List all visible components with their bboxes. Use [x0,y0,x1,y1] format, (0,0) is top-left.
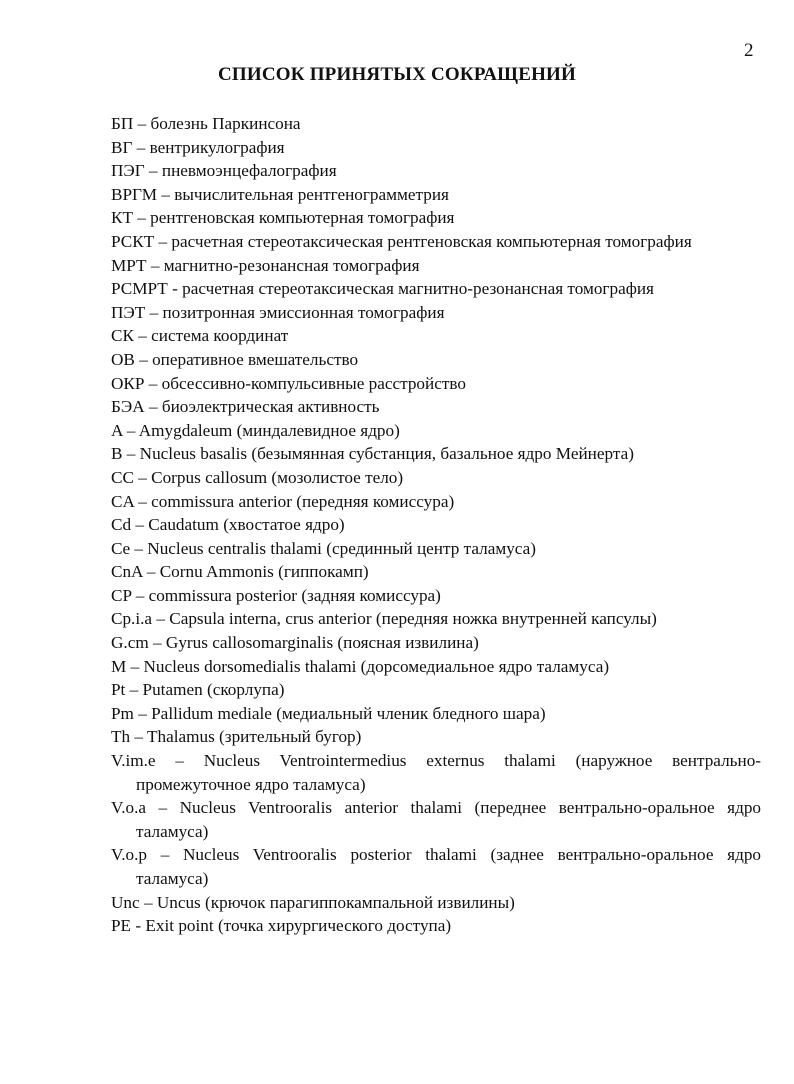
abbreviation-definition: Amygdaleum (миндалевидное ядро) [138,420,400,440]
abbreviation-separator: – [146,255,164,275]
abbreviation-separator: – [125,680,143,700]
abbreviation-definition: оперативное вмешательство [152,349,359,369]
abbreviation-entry [111,136,761,160]
abbreviation-separator: – [133,491,152,511]
abbreviation-entry [111,277,761,301]
page-title: СПИСОК ПРИНЯТЫХ СОКРАЩЕНИЙ [217,64,577,85]
abbreviation-term: РСМРТ [111,279,168,299]
abbreviation-separator: – [132,208,151,228]
abbreviation-entry [111,254,761,278]
abbreviation-definition: магнитно-резонансная томография [163,255,420,275]
abbreviation-definition: Nucleus Ventrointermedius externus thalami (наружное вентрально-промежуточное ядро таламуса) [136,751,762,794]
abbreviation-term: СК [111,326,134,346]
abbreviation-list [111,112,761,938]
abbreviation-separator: – [134,349,153,369]
abbreviation-separator: – [133,467,152,487]
abbreviation-entry [111,419,761,443]
abbreviation-separator: – [133,114,151,133]
page-number: 2 [744,40,754,61]
abbreviation-term: Cp.i.a [111,609,153,629]
abbreviation-term: ПЭГ [111,161,145,181]
abbreviation-entry [111,324,761,348]
abbreviation-entry [111,843,761,890]
abbreviation-entry [111,796,761,843]
abbreviation-term: Th [111,727,131,747]
abbreviation-definition: Thalamus (зрительный бугор) [146,727,362,747]
abbreviation-term: CnA [111,562,143,582]
abbreviation-definition: вычислительная рентгенограмметрия [174,184,449,204]
abbreviation-entry [111,301,761,325]
abbreviation-entry [111,159,761,183]
abbreviation-term: Ce [111,538,131,558]
abbreviation-separator: – [130,538,148,558]
abbreviation-term: V.im.e [111,751,156,771]
abbreviation-entry [111,348,761,372]
abbreviation-term: Unc [111,892,140,912]
abbreviation-definition: система координат [151,326,289,346]
abbreviation-definition: commissura posterior (задняя комиссура) [148,585,441,605]
abbreviation-definition: Capsula interna, crus anterior (передняя ножка внутренней капсулы) [169,609,657,629]
abbreviation-term: Pt [111,680,126,700]
abbreviation-entry [111,702,761,726]
abbreviation-definition: Caudatum (хвостатое ядро) [148,515,345,535]
abbreviation-term: V.o.a [111,798,147,818]
abbreviation-entry [111,749,761,796]
abbreviation-term: ОВ [111,349,135,369]
abbreviation-definition: позитронная эмиссионная томография [162,302,445,322]
abbreviation-entry [111,513,761,537]
abbreviation-entry [111,607,761,631]
abbreviation-separator: – [144,161,162,181]
abbreviation-entry [111,490,761,514]
abbreviation-definition: обсессивно-компульсивные расстройство [161,373,466,393]
abbreviation-separator: – [146,845,184,865]
abbreviation-separator: – [148,633,166,653]
abbreviation-entry [111,678,761,702]
abbreviation-term: РСКТ [111,231,155,251]
abbreviation-entry [111,914,761,938]
abbreviation-term: БЭА [111,397,145,417]
abbreviation-entry [111,112,761,136]
abbreviation-separator: – [144,373,162,393]
abbreviation-term: G.cm [111,633,149,653]
abbreviation-definition: пневмоэнцефалография [161,161,337,181]
abbreviation-definition: Nucleus centralis thalami (срединный центр таламуса) [147,538,536,558]
abbreviation-entry [111,891,761,915]
abbreviation-definition: Nucleus dorsomedialis thalami (дорсомедиальное ядро таламуса) [143,656,610,676]
abbreviation-separator: – [131,515,149,535]
abbreviation-entry [111,206,761,230]
abbreviation-definition: commissura anterior (передняя комиссура) [151,491,455,511]
abbreviation-term: Cd [111,515,132,535]
abbreviation-entry [111,183,761,207]
abbreviation-entry [111,395,761,419]
abbreviation-definition: Exit point (точка хирургического доступа) [145,916,452,936]
abbreviation-term: ВГ [111,137,133,157]
abbreviation-separator: – [122,444,140,464]
abbreviation-separator: – [139,892,157,912]
abbreviation-entry [111,442,761,466]
abbreviation-term: CA [111,491,134,511]
abbreviation-term: ВРГМ [111,184,158,204]
abbreviation-term: PE [111,916,132,936]
abbreviation-entry [111,560,761,584]
abbreviation-separator: – [152,609,170,629]
abbreviation-separator: – [133,326,152,346]
abbreviation-term: Pm [111,703,134,723]
abbreviation-definition: вентрикулография [149,137,285,157]
abbreviation-definition: Putamen (скорлупа) [142,680,285,700]
abbreviation-separator: - [167,279,183,299]
abbreviation-definition: Nucleus Ventrooralis posterior thalami (заднее вентрально-оральное ядро таламуса) [136,845,762,888]
abbreviation-definition: Nucleus basalis (безымянная субстанция, базальное ядро Мейнерта) [139,444,634,464]
abbreviation-definition: расчетная стереотаксическая рентгеновская компьютерная томография [171,231,692,251]
abbreviation-separator: – [154,231,172,251]
abbreviation-term: B [111,444,123,464]
abbreviation-term: МРТ [111,255,147,275]
abbreviation-separator: – [126,656,144,676]
abbreviation-entry [111,631,761,655]
abbreviation-term: ПЭТ [111,302,146,322]
abbreviation-term: V.o.p [111,845,147,865]
abbreviation-definition: Cornu Ammonis (гиппокамп) [159,562,369,582]
abbreviation-separator: – [146,798,180,818]
abbreviation-definition: Nucleus Ventrooralis anterior thalami (переднее вентрально-оральное ядро таламуса) [136,798,762,841]
abbreviation-definition: рентгеновская компьютерная томография [150,208,455,228]
abbreviation-definition: Corpus callosum (мозолистое тело) [151,467,404,487]
abbreviation-entry [111,537,761,561]
abbreviation-term: БП [111,114,134,133]
abbreviation-definition: расчетная стереотаксическая магнитно-резонансная томография [182,279,654,299]
abbreviation-separator: - [131,916,146,936]
abbreviation-term: ОКР [111,373,145,393]
abbreviation-definition: Gyrus callosomarginalis (поясная извилина) [165,633,479,653]
abbreviation-separator: – [155,751,204,771]
abbreviation-definition: болезнь Паркинсона [150,114,301,133]
abbreviation-term: CP [111,585,132,605]
abbreviation-separator: – [130,727,147,747]
abbreviation-entry [111,584,761,608]
abbreviation-term: CC [111,467,134,487]
abbreviation-entry [111,230,761,254]
abbreviation-separator: – [145,302,163,322]
abbreviation-term: A [111,420,123,440]
abbreviation-entry [111,466,761,490]
abbreviation-term: M [111,656,127,676]
abbreviation-entry [111,725,761,749]
abbreviation-separator: – [142,562,160,582]
abbreviation-entry [111,655,761,679]
abbreviation-separator: – [144,397,162,417]
abbreviation-entry [111,372,761,396]
abbreviation-definition: биоэлектрическая активность [161,397,380,417]
abbreviation-separator: – [157,184,175,204]
abbreviation-separator: – [122,420,139,440]
abbreviation-term: КТ [111,208,133,228]
abbreviation-definition: Pallidum mediale (медиальный членик бледного шара) [151,703,546,723]
abbreviation-definition: Uncus (крючок парагиппокампальной извилины) [156,892,515,912]
abbreviation-separator: – [132,137,150,157]
abbreviation-separator: – [133,703,152,723]
abbreviation-separator: – [131,585,149,605]
